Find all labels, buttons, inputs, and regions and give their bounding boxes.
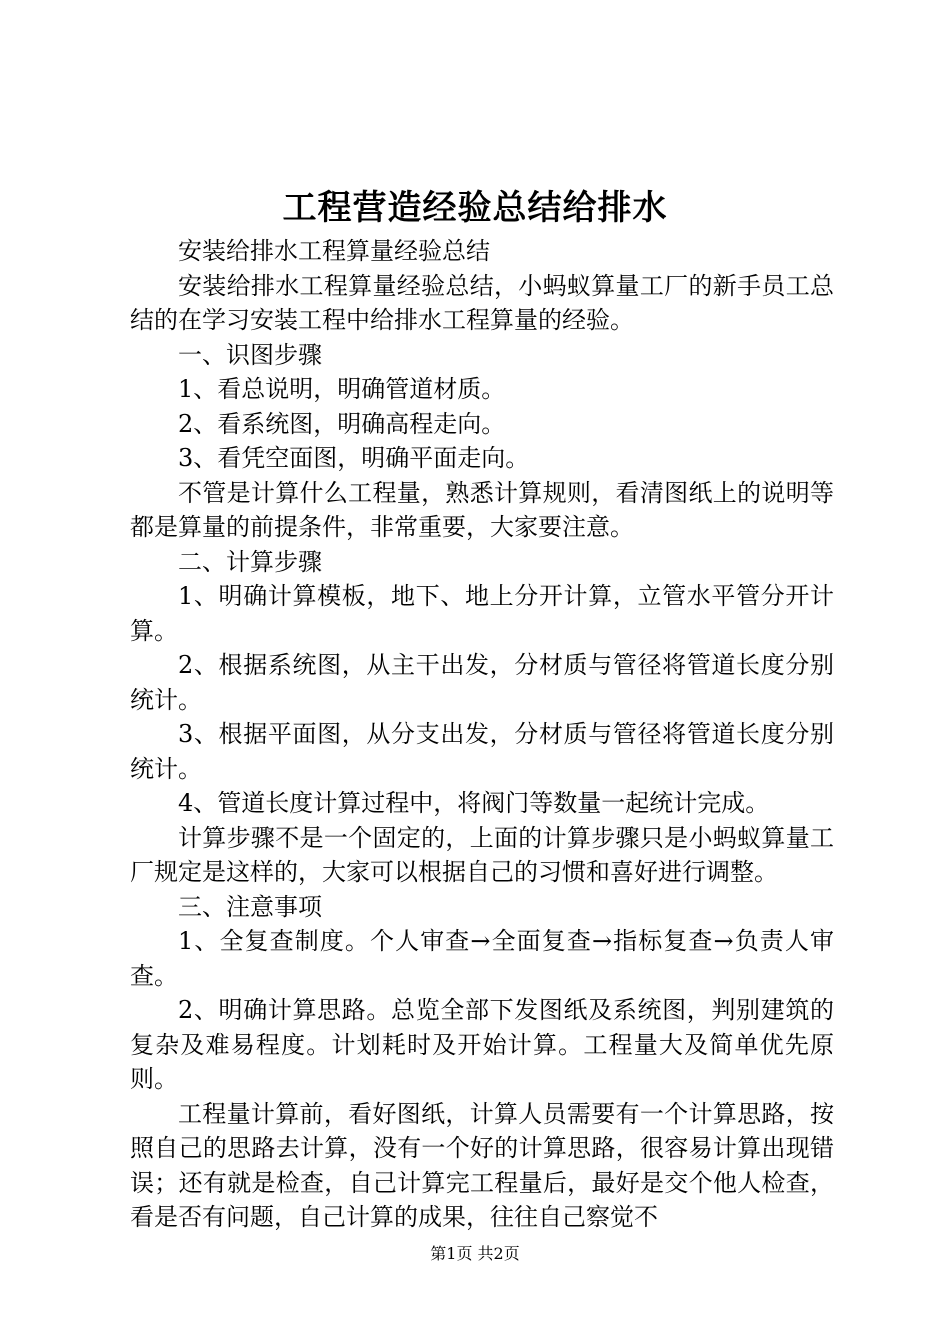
paragraph: 计算步骤不是一个固定的，上面的计算步骤只是小蚂蚁算量工厂规定是这样的，大家可以根据自己的习惯和喜好进行调整。 bbox=[130, 823, 834, 886]
list-item: 2、看系统图，明确高程走向。 bbox=[178, 409, 506, 438]
list-item: 4、管道长度计算过程中，将阀门等数量一起统计完成。 bbox=[178, 789, 770, 817]
paragraph: 安装给排水工程算量经验总结，小蚂蚁算量工厂的新手员工总结的在学习安装工程中给排水工程算量的经验。 bbox=[130, 271, 834, 334]
page-number-footer: 第1页 共2页 bbox=[430, 1244, 520, 1263]
list-item: 1、明确计算模板，地下、地上分开计算，立管水平管分开计算。 bbox=[130, 582, 834, 645]
paragraph: 安装给排水工程算量经验总结 bbox=[178, 237, 490, 265]
document-body bbox=[130, 234, 834, 1235]
list-item: 1、全复查制度。个人审查→全面复查→指标复查→负责人审查。 bbox=[130, 927, 834, 990]
list-item: 3、看凭空面图，明确平面走向。 bbox=[178, 444, 530, 472]
list-item: 2、根据系统图，从主干出发，分材质与管径将管道长度分别统计。 bbox=[130, 651, 834, 714]
section-heading: 三、注意事项 bbox=[178, 892, 322, 921]
list-item: 3、根据平面图，从分支出发，分材质与管径将管道长度分别统计。 bbox=[130, 720, 834, 783]
list-item: 1、看总说明，明确管道材质。 bbox=[178, 375, 506, 403]
paragraph: 不管是计算什么工程量，熟悉计算规则，看清图纸上的说明等都是算量的前提条件，非常重要，大家要注意。 bbox=[130, 478, 834, 541]
section-heading: 二、计算步骤 bbox=[178, 547, 322, 576]
section-heading: 一、识图步骤 bbox=[178, 340, 322, 369]
document-title: 工程营造经验总结给排水 bbox=[282, 188, 668, 228]
list-item: 2、明确计算思路。总览全部下发图纸及系统图，判别建筑的复杂及难易程度。计划耗时及开始计算。工程量大及简单优先原则。 bbox=[130, 996, 834, 1093]
paragraph: 工程量计算前，看好图纸，计算人员需要有一个计算思路，按照自己的思路去计算，没有一个好的计算思路，很容易计算出现错误；还有就是检查，自己计算完工程量后，最好是交个他人检查，看是否有问题，自己计算的成果，往往自己察觉不 bbox=[130, 1099, 834, 1231]
